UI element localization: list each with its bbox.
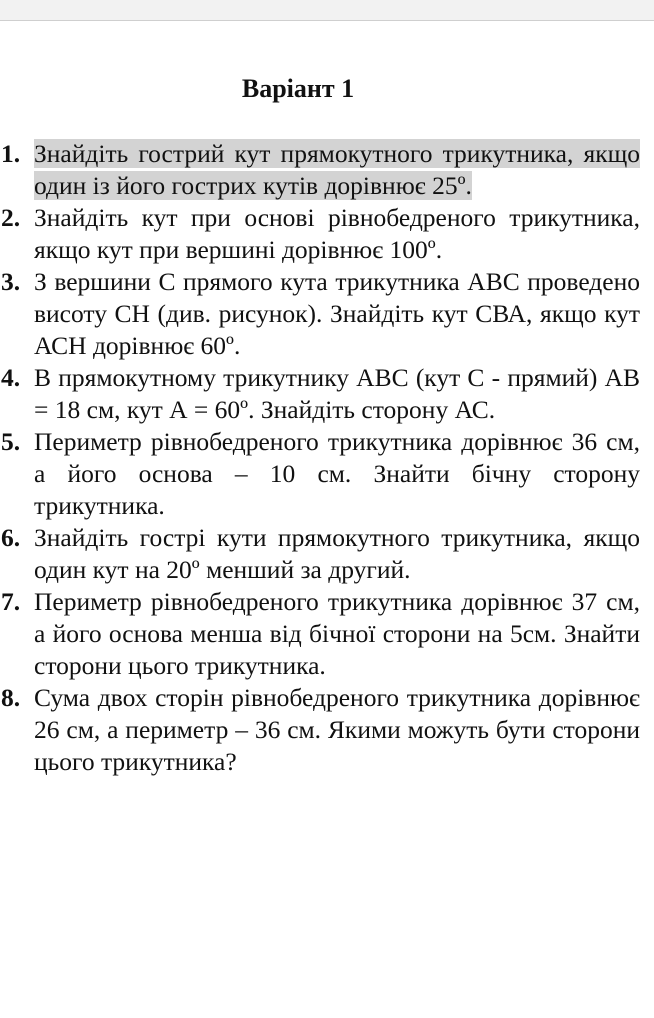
task-item-6 xyxy=(0,522,640,586)
task-item-8 xyxy=(0,682,640,778)
task-number: 7. xyxy=(1,587,21,616)
window-top-bar xyxy=(0,0,654,21)
task-number: 4. xyxy=(1,363,21,392)
task-text: Периметр рівнобедреного трикутника дорівнює 36 см, а його основа – 10 см. Знайти бічну сторону трикутника. xyxy=(34,427,640,520)
page-title: Варіант 1 xyxy=(241,74,355,103)
task-text: В прямокутному трикутнику АВС (кут С - прямий) АВ = 18 см, кут А = 60º. Знайдіть сторону АС. xyxy=(34,363,640,424)
task-number: 1. xyxy=(1,139,21,168)
task-text: Знайдіть гострі кути прямокутного трикутника, якщо один кут на 20º менший за другий. xyxy=(34,523,640,584)
task-number: 8. xyxy=(1,683,21,712)
task-item-5 xyxy=(0,426,640,522)
task-number: 3. xyxy=(1,267,21,296)
task-text xyxy=(34,138,640,202)
task-number: 2. xyxy=(1,203,21,232)
task-text: Периметр рівнобедреного трикутника дорівнює 37 см, а його основа менша від бічної сторони на 5см. Знайти сторони цього трикутника. xyxy=(34,587,640,680)
task-text: З вершини С прямого кута трикутника АВС проведено висоту СН (див. рисунок). Знайдіть кут СВА, якщо кут АСН дорівнює 60º. xyxy=(34,267,640,360)
task-text: Сума двох сторін рівнобедреного трикутника дорівнює 26 см, а периметр – 36 см. Якими можуть бути сторони цього трикутника? xyxy=(34,683,640,776)
task-number: 5. xyxy=(1,427,21,456)
task-item-1 xyxy=(0,138,640,202)
task-item-2 xyxy=(0,202,640,266)
task-text-highlighted: Знайдіть гострий кут прямокутного трикутника, якщо один із його гострих кутів дорівнює 25º. xyxy=(34,139,640,200)
task-text: Знайдіть кут при основі рівнобедреного трикутника, якщо кут при вершині дорівнює 100º. xyxy=(34,203,640,264)
task-item-7 xyxy=(0,586,640,682)
task-item-3 xyxy=(0,266,640,362)
task-list xyxy=(0,138,640,778)
task-number: 6. xyxy=(1,523,21,552)
task-item-4 xyxy=(0,362,640,426)
